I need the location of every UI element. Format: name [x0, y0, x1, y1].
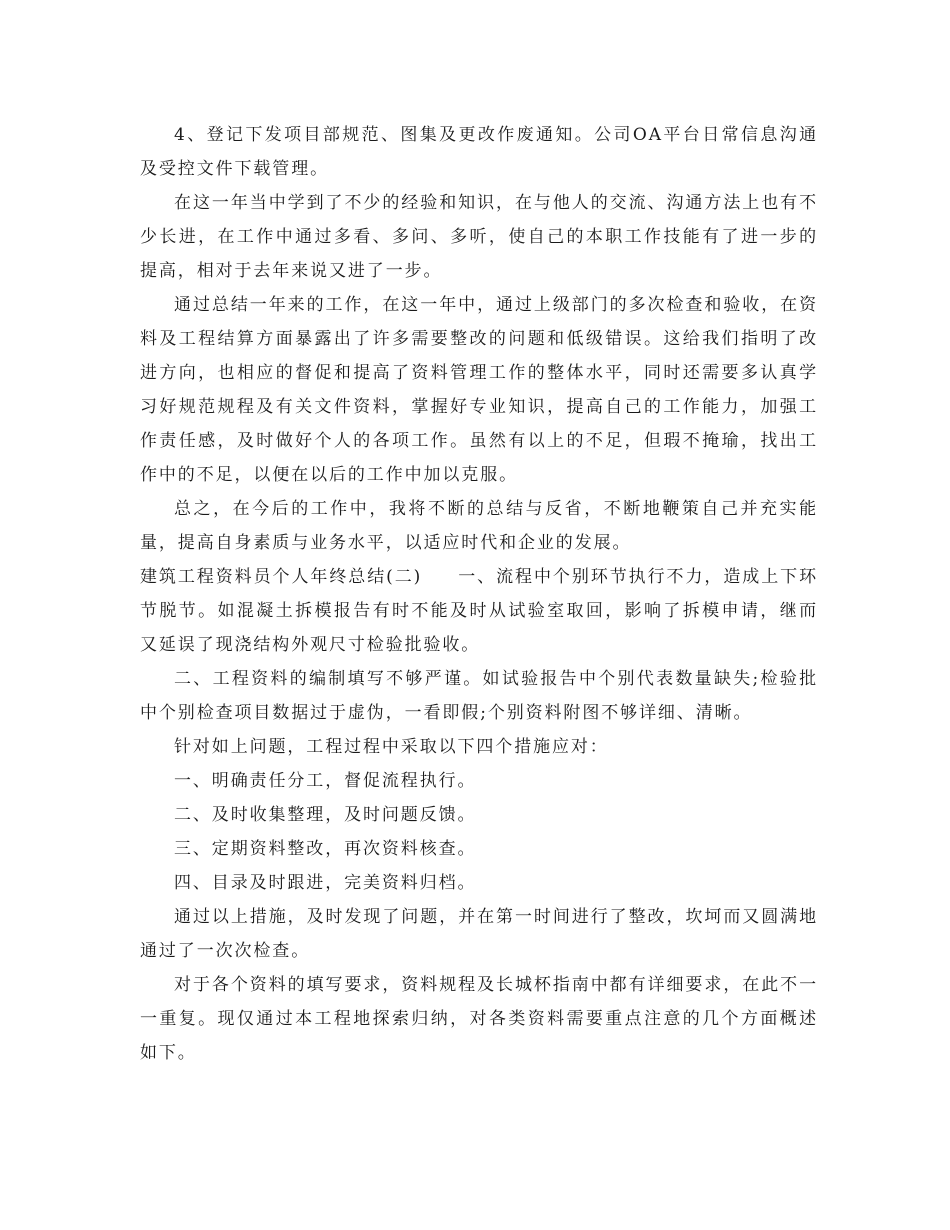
paragraph-2: 在这一年当中学到了不少的经验和知识，在与他人的交流、沟通方法上也有不少长进，在工作中通过多看、多问、多听，使自己的本职工作技能有了进一步的提高，相对于去年来说又进了一步。 — [140, 193, 818, 281]
list-item-2: 二、及时收集整理，及时问题反馈。 — [174, 805, 477, 825]
list-item-1: 一、明确责任分工，督促流程执行。 — [174, 771, 477, 791]
section-title: 建筑工程资料员个人年终总结(二) — [140, 567, 423, 587]
section-heading-paragraph — [140, 560, 818, 662]
paragraph-5: 二、工程资料的编制填写不够严谨。如试验报告中个别代表数量缺失;检验批中个别检查项目数据过于虚伪，一看即假;个别资料附图不够详细、清晰。 — [140, 669, 818, 723]
paragraph-7: 通过以上措施，及时发现了问题，并在第一时间进行了整改，坎坷而又圆满地通过了一次次检查。 — [140, 907, 818, 961]
paragraph-3: 通过总结一年来的工作，在这一年中，通过上级部门的多次检查和验收，在资料及工程结算方面暴露出了许多需要整改的问题和低级错误。这给我们指明了改进方向，也相应的督促和提高了资料管理工作的整体水平，同时还需要多认真学习好规范规程及有关文件资料，掌握好专业知识，提高自己的工作能力，加强工作责任感，及时做好个人的各项工作。虽然有以上的不足，但瑕不掩瑜，找出工作中的不足，以便在以后的工作中加以克服。 — [140, 295, 818, 485]
paragraph-1: 4、登记下发项目部规范、图集及更改作废通知。公司OA平台日常信息沟通及受控文件下载管理。 — [140, 125, 818, 179]
paragraph-6: 针对如上问题，工程过程中采取以下四个措施应对： — [174, 737, 609, 757]
list-item-4: 四、目录及时跟进，完美资料归档。 — [174, 873, 477, 893]
section-first-text: 一、流程中个别环节执行不力，造成上下环节脱节。如混凝土拆模报告有时不能及时从试验室取回，影响了拆模申请，继而又延误了现浇结构外观尺寸检验批验收。 — [140, 567, 818, 655]
paragraph-8: 对于各个资料的填写要求，资料规程及长城杯指南中都有详细要求，在此不一一重复。现仅通过本工程地探索归纳，对各类资料需要重点注意的几个方面概述如下。 — [140, 975, 818, 1063]
list-item-3: 三、定期资料整改，再次资料核查。 — [174, 839, 477, 859]
paragraph-4: 总之，在今后的工作中，我将不断的总结与反省，不断地鞭策自己并充实能量，提高自身素质与业务水平，以适应时代和企业的发展。 — [140, 499, 818, 553]
